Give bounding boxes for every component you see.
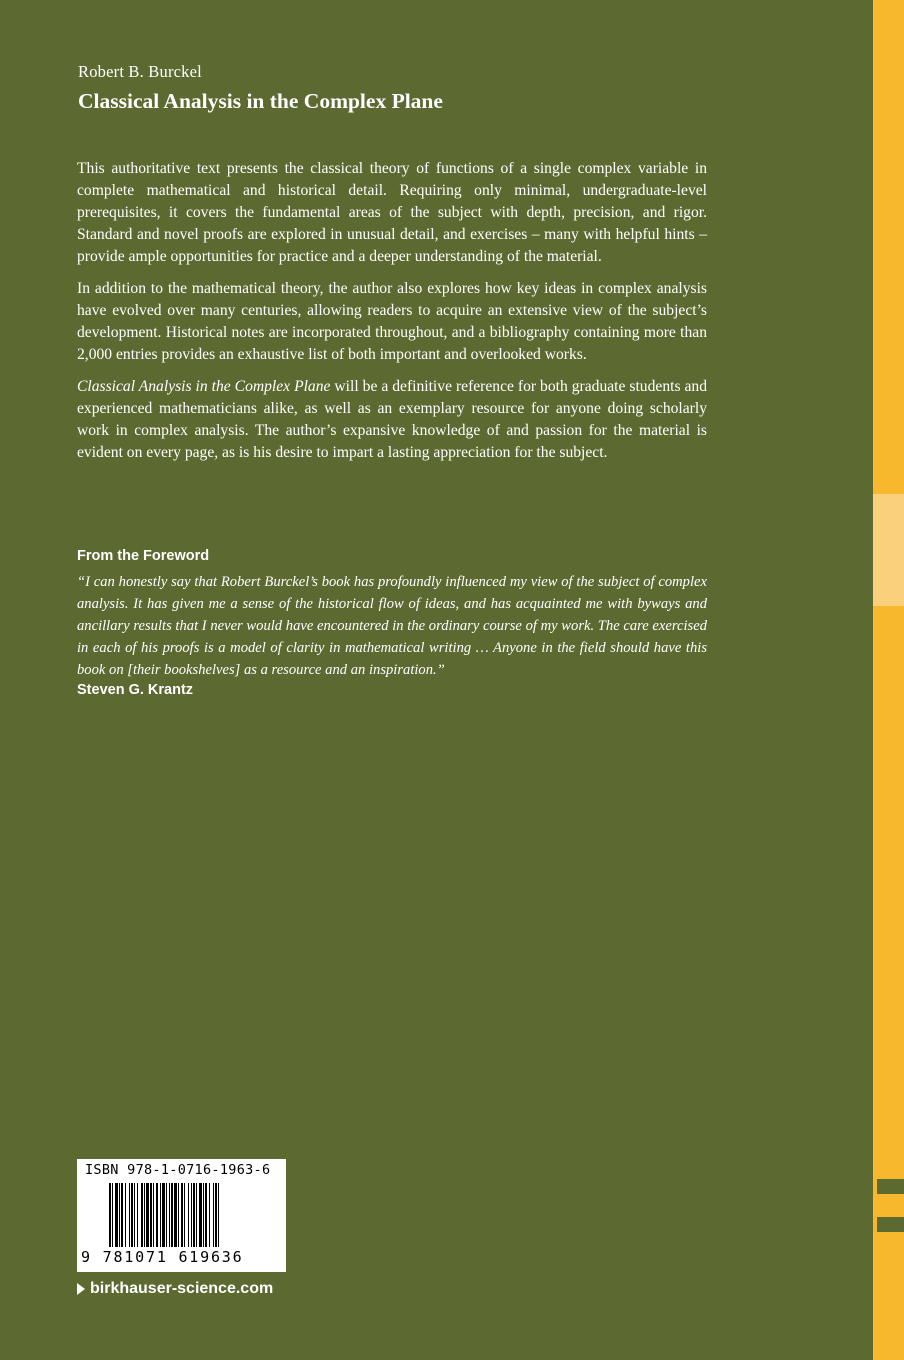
spine-mark-upper [877,1179,904,1194]
spine-highlight [873,494,904,606]
publisher-website-text: birkhauser-science.com [90,1280,274,1297]
description-paragraph-3 [77,376,707,464]
arrow-right-icon [77,1283,85,1295]
barcode-bars [77,1183,286,1249]
foreword-quote: “I can honestly say that Robert Burckel’s book has profoundly influenced my view of the subject of complex analysis. It has given me a sense of the historical flow of ideas, and has acquainted me with byways and ancillary results that I never would have encountered in the ordinary course of my work. The care exercised in each of his proofs is a model of clarity in mathematical writing … Anyone in the field should have this book on [their bookshelves] as a resource and an inspiration.” [77,574,707,678]
spine-mark-lower [877,1217,904,1232]
publisher-website-link[interactable] [77,1280,273,1298]
foreword-attribution: Steven G. Krantz [77,682,194,698]
isbn-label: ISBN 978-1-0716-1963-6 [85,1162,271,1178]
description-paragraph-3-text: will be a definitive reference for both graduate students and experienced mathematicians alike, as well as an exemplary resource for anyone doing scholarly work in complex analysis. The author’s expansive knowledge of and passion for the material is evident on every page, as is his desire to impart a lasting appreciation for the subject. [77,378,707,461]
author-name: Robert B. Burckel [78,62,202,81]
book-title: Classical Analysis in the Complex Plane [78,89,443,113]
description [77,158,707,464]
book-title-reference: Classical Analysis in the Complex Plane [77,378,331,395]
foreword-heading: From the Foreword [77,548,210,564]
description-paragraph-1: This authoritative text presents the classical theory of functions of a single complex variable in complete mathematical and historical detail. Requiring only minimal, undergraduate-level prerequisites, it covers the fundamental areas of the subject with depth, precision, and rigor. Standard and novel proofs are explored in unusual detail, and exercises – many with helpful hints – provide ample opportunities for practice and a deeper understanding of the material. [77,160,707,265]
isbn-barcode [77,1159,286,1272]
barcode-digits: 9 781071 619636 [81,1248,244,1266]
description-paragraph-2: In addition to the mathematical theory, the author also explores how key ideas in complex analysis have evolved over many centuries, allowing readers to acquire an extensive view of the subject’s development. Historical notes are incorporated throughout, and a bibliography containing more than 2,000 entries provides an exhaustive list of both important and overlooked works. [77,280,707,363]
spine-strip [873,0,904,1360]
